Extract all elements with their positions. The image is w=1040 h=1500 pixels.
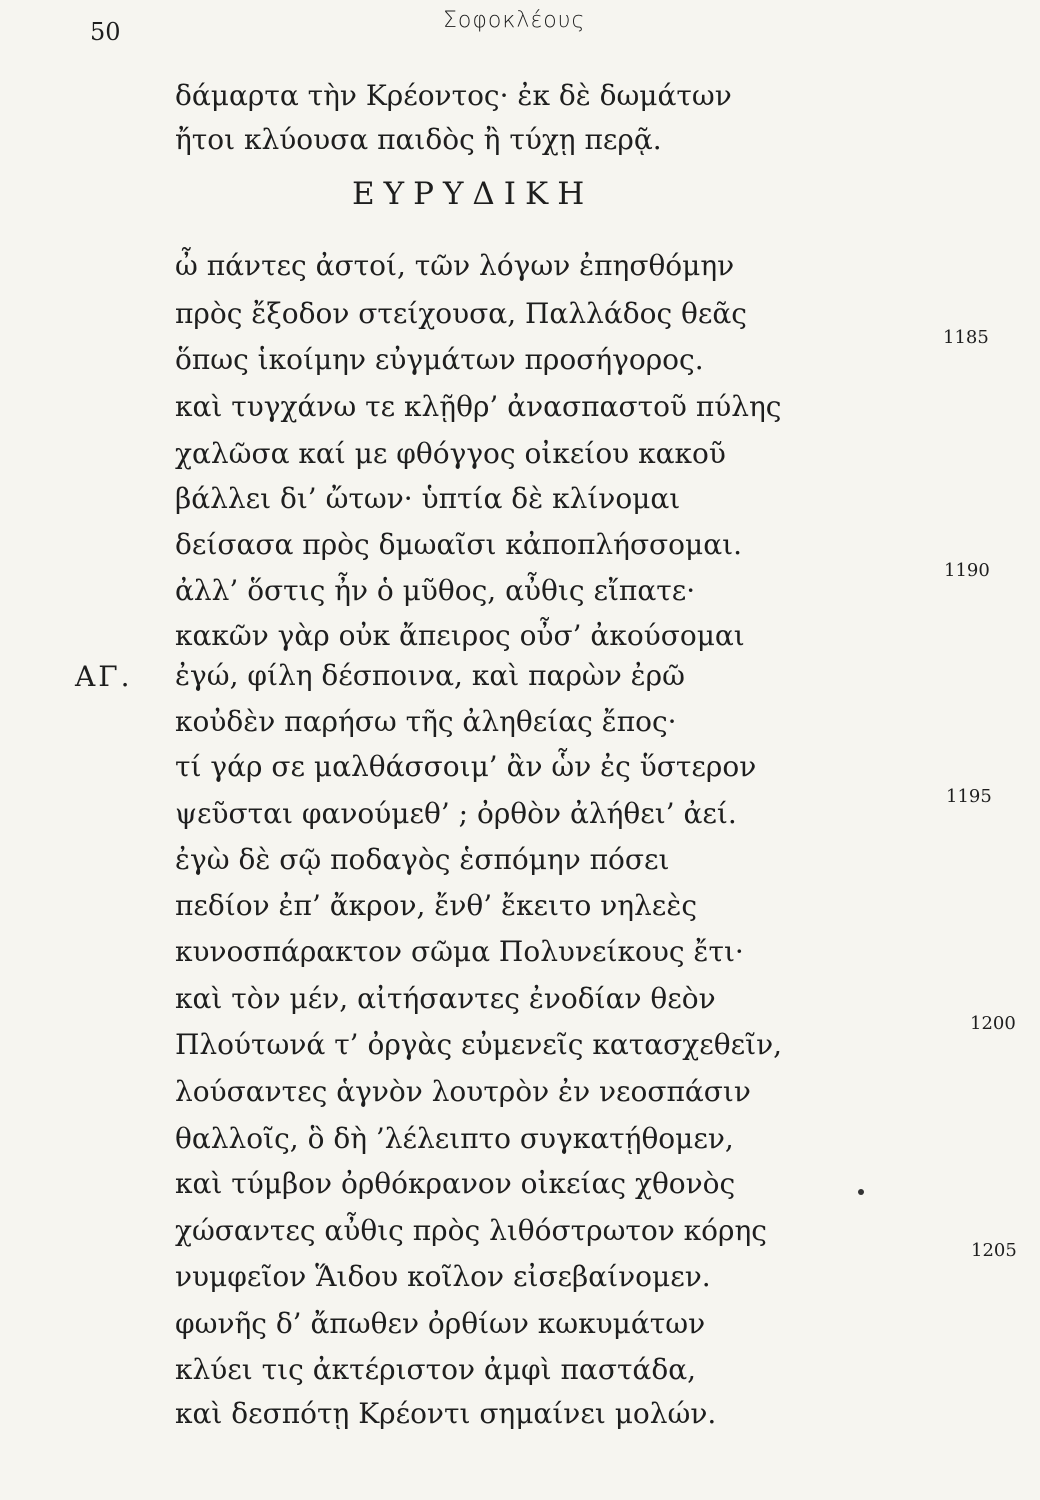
verse-line: θαλλοῖς, ὃ δὴ ’λέλειπτο συγκατῄθομεν,	[175, 1122, 734, 1155]
verse-line: νυμφεῖον Ἅιδου κοῖλον εἰσεβαίνομεν.	[175, 1260, 711, 1293]
verse-line: πρὸς ἔξοδον στείχουσα, Παλλάδος θεᾶς	[175, 297, 747, 330]
line-number: 1190	[944, 560, 990, 581]
verse-line: τί γάρ σε μαλθάσσοιμ’ ἂν ὧν ἐς ὕστερον	[175, 750, 757, 783]
character-heading: ΕΥΡΥΔΙΚΗ	[352, 176, 594, 212]
verse-line: ἀλλ’ ὅστις ἦν ὁ μῦθος, αὖθις εἴπατε·	[175, 574, 696, 607]
verse-line: δάμαρτα τὴν Κρέοντος· ἐκ δὲ δωμάτων	[175, 79, 732, 112]
line-number: 1195	[946, 786, 992, 807]
running-head: Σοφοκλέους	[443, 8, 586, 33]
verse-line: δείσασα πρὸς δμωαῖσι κἀποπλήσσομαι.	[175, 528, 743, 561]
verse-line: ἐγώ, φίλη δέσποινα, καὶ παρὼν ἐρῶ	[175, 659, 685, 692]
verse-line: ἤτοι κλύουσα παιδὸς ἢ τύχῃ περᾷ.	[175, 123, 662, 156]
speaker-label: ΑΓ.	[75, 660, 133, 693]
verse-line: Πλούτωνά τ’ ὀργὰς εὐμενεῖς κατασχεθεῖν,	[175, 1028, 783, 1061]
print-speck	[858, 1189, 864, 1195]
verse-line: κοὐδὲν παρήσω τῆς ἀληθείας ἔπος·	[175, 705, 677, 738]
verse-line: κακῶν γὰρ οὐκ ἄπειρος οὖσ’ ἀκούσομαι	[175, 619, 745, 652]
verse-line: λούσαντες ἁγνὸν λουτρὸν ἐν νεοσπάσιν	[175, 1075, 751, 1108]
verse-line: πεδίον ἐπ’ ἄκρον, ἔνθ’ ἔκειτο νηλεὲς	[175, 889, 698, 922]
verse-line: ἐγὼ δὲ σῷ ποδαγὸς ἑσπόμην πόσει	[175, 843, 670, 876]
line-number: 1185	[943, 327, 989, 348]
verse-line: ψεῦσται φανούμεθ’ ; ὀρθὸν ἀλήθει’ ἀεί.	[175, 797, 737, 830]
verse-line: χαλῶσα καί με φθόγγος οἰκείου κακοῦ	[175, 437, 726, 470]
line-number: 1205	[971, 1240, 1017, 1261]
verse-line: καὶ τυγχάνω τε κλῇθρ’ ἀνασπαστοῦ πύλης	[175, 390, 782, 423]
verse-line: καὶ δεσπότῃ Κρέοντι σημαίνει μολών.	[175, 1397, 717, 1430]
verse-line: κυνοσπάρακτον σῶμα Πολυνείκους ἔτι·	[175, 935, 744, 968]
verse-line: φωνῆς δ’ ἄπωθεν ὀρθίων κωκυμάτων	[175, 1307, 706, 1340]
verse-line: ὅπως ἱκοίμην εὐγμάτων προσήγορος.	[175, 343, 704, 376]
verse-line: καὶ τὸν μέν, αἰτήσαντες ἐνοδίαν θεὸν	[175, 982, 716, 1015]
verse-line: κλύει τις ἀκτέριστον ἀμφὶ παστάδα,	[175, 1353, 697, 1386]
verse-line: βάλλει δι’ ὤτων· ὑπτία δὲ κλίνομαι	[175, 482, 681, 515]
verse-line: ὦ πάντες ἀστοί, τῶν λόγων ἐπησθόμην	[175, 249, 735, 282]
page-number: 50	[90, 18, 121, 46]
verse-line: καὶ τύμβον ὀρθόκρανον οἰκείας χθονὸς	[175, 1167, 736, 1200]
line-number: 1200	[970, 1013, 1016, 1034]
verse-line: χώσαντες αὖθις πρὸς λιθόστρωτον κόρης	[175, 1214, 767, 1247]
